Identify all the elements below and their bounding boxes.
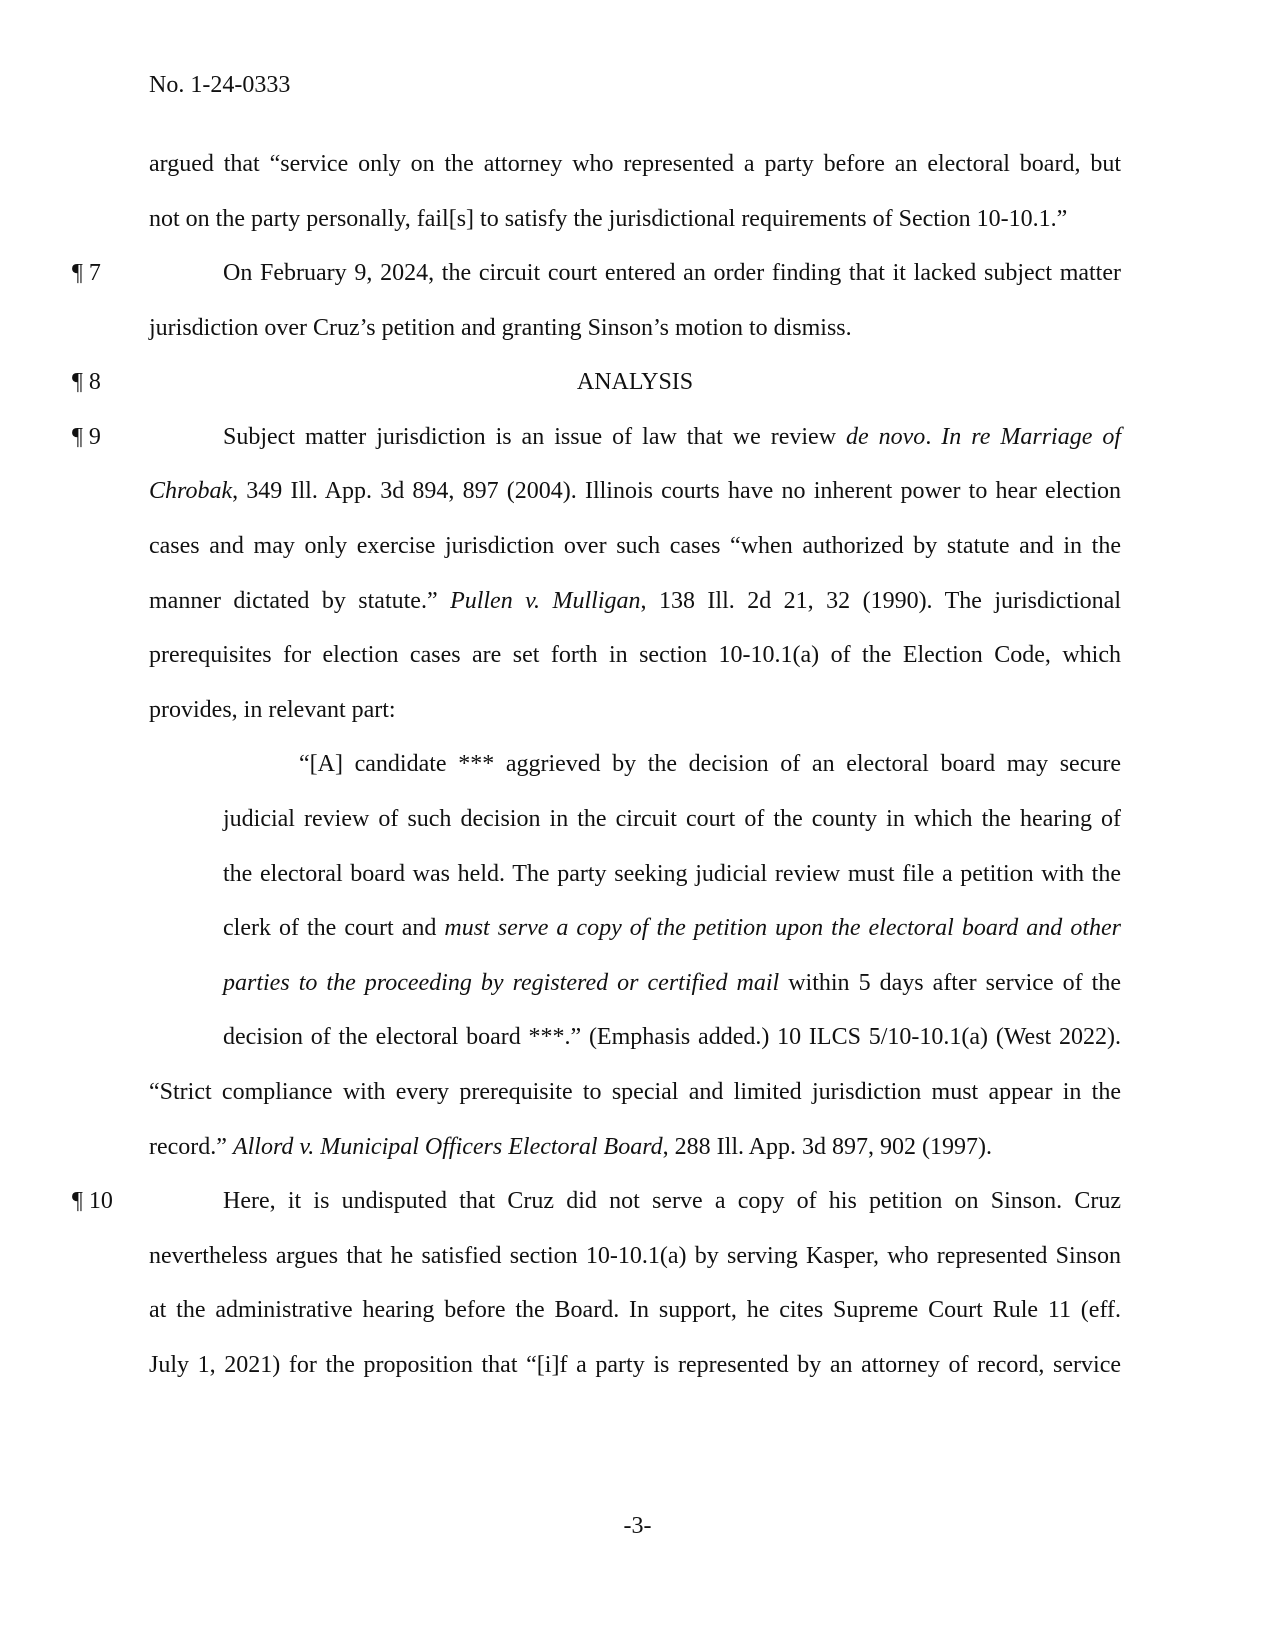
text-span: not on the party personally, fail[s] to satisfy the jurisdictional requirements of Section 10-10.1.” [149, 206, 1068, 232]
block-quote-line [223, 969, 1121, 997]
text-span: Subject matter jurisdiction is an issue of law that we review [223, 424, 847, 450]
text-line [149, 1133, 1121, 1161]
text-span: record.” [149, 1134, 233, 1160]
text-line [149, 1187, 1121, 1215]
text-span: provides, in relevant part: [149, 697, 396, 723]
text-line [149, 259, 1121, 287]
text-span: manner dictated by statute.” [149, 588, 451, 614]
emphasis-span: must serve a copy of the petition upon the electoral board and other [444, 915, 1121, 941]
text-line [149, 150, 1121, 178]
text-span: cases and may only exercise jurisdiction over such cases “when authorized by statute and in the [149, 533, 1121, 559]
text-span: at the administrative hearing before the Board. In support, he cites Supreme Court Rule 11 (eff. [149, 1297, 1121, 1323]
text-line [149, 1296, 1121, 1324]
case-citation: Pullen v. Mulligan [450, 588, 641, 614]
text-line [149, 1078, 1121, 1106]
case-citation: In re Marriage of [941, 424, 1122, 450]
text-span: jurisdiction over Cruz’s petition and granting Sinson’s motion to dismiss. [149, 315, 852, 341]
block-quote-line [223, 805, 1121, 833]
text-span: . [925, 424, 942, 450]
text-line [149, 477, 1121, 505]
text-span: July 1, 2021) for the proposition that “[i]f a party is represented by an attorney of record, service [149, 1352, 1121, 1378]
text-span: nevertheless argues that he satisfied section 10-10.1(a) by serving Kasper, who represented Sinson [149, 1243, 1121, 1269]
text-span: within 5 days after service of the [779, 970, 1121, 996]
case-number: No. 1-24-0333 [149, 72, 291, 98]
text-span: clerk of the court and [223, 915, 445, 941]
text-span: Here, it is undisputed that Cruz did not serve a copy of his petition on Sinson. Cruz [223, 1188, 1121, 1214]
text-line [149, 1242, 1121, 1270]
paragraph-number-10: ¶ 10 [72, 1188, 113, 1214]
italic-span: de novo [846, 424, 926, 450]
text-span: prerequisites for election cases are set forth in section 10-10.1(a) of the Election Code, which [149, 642, 1121, 668]
text-span: “[A] candidate *** aggrieved by the decision of an electoral board may secure [299, 751, 1121, 777]
text-line [149, 423, 1121, 451]
text-line [149, 205, 1121, 233]
text-line [149, 641, 1121, 669]
case-citation: Allord v. Municipal Officers Electoral Board [232, 1134, 663, 1160]
case-citation: Chrobak [149, 478, 233, 504]
text-span: argued that “service only on the attorney who represented a party before an electoral board, but [149, 151, 1121, 177]
text-line [149, 1351, 1121, 1379]
paragraph-number-7: ¶ 7 [72, 260, 101, 286]
text-span: the electoral board was held. The party seeking judicial review must file a petition with the [223, 861, 1121, 887]
text-span: , 349 Ill. App. 3d 894, 897 (2004). Illinois courts have no inherent power to hear election [232, 478, 1121, 504]
text-span: , 138 Ill. 2d 21, 32 (1990). The jurisdictional [640, 588, 1121, 614]
block-quote-line [223, 860, 1121, 888]
block-quote-line [223, 914, 1121, 942]
paragraph-number-9: ¶ 9 [72, 424, 101, 450]
text-line [149, 314, 1121, 342]
section-heading: ANALYSIS [576, 369, 694, 395]
block-quote-line [223, 750, 1121, 778]
paragraph-number-8: ¶ 8 [72, 369, 101, 395]
emphasis-span: parties to the proceeding by registered or certified mail [223, 970, 780, 996]
text-line [149, 696, 1121, 724]
page-number: -3- [623, 1513, 652, 1539]
text-span: “Strict compliance with every prerequisite to special and limited jurisdiction must appear in the [149, 1079, 1121, 1105]
block-quote-line [223, 1023, 1121, 1051]
text-span: decision of the electoral board ***.” (Emphasis added.) 10 ILCS 5/10-10.1(a) (West 2022). [223, 1024, 1121, 1050]
text-span: judicial review of such decision in the circuit court of the county in which the hearing of [223, 806, 1121, 832]
text-span: , 288 Ill. App. 3d 897, 902 (1997). [662, 1134, 992, 1160]
text-line [149, 532, 1121, 560]
text-span: On February 9, 2024, the circuit court entered an order finding that it lacked subject matter [223, 260, 1121, 286]
text-line [149, 587, 1121, 615]
